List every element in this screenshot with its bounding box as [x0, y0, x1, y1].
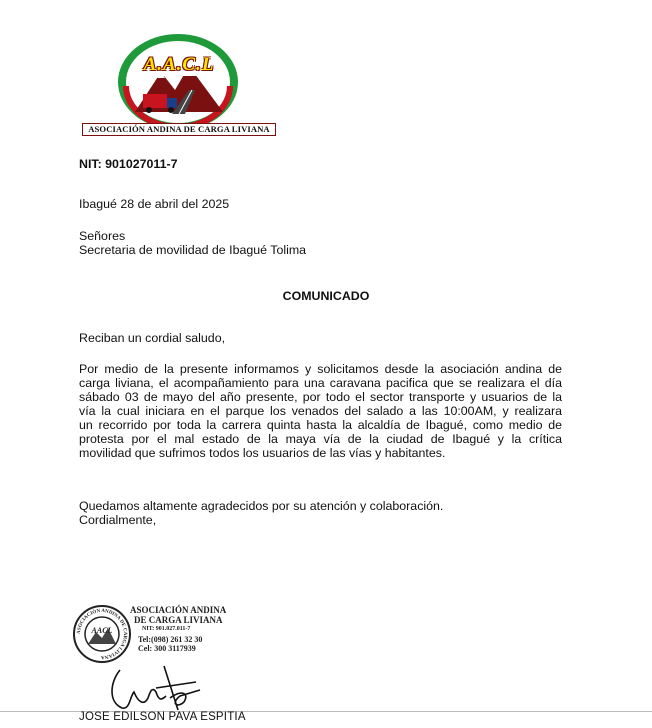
- signer-name: JOSE EDILSON PAVA ESPITIA: [79, 711, 246, 723]
- letterhead-logo: [77, 20, 279, 142]
- stamp-name-line2: DE CARGA LIVIANA: [134, 615, 223, 625]
- stamp-seal-icon: [72, 604, 132, 664]
- stamp-nit: NIT: 901.027.011-7: [142, 626, 191, 632]
- stamp-phone: Tel:(098) 261 32 30: [138, 635, 203, 644]
- logo-org-name: ASOCIACIÓN ANDINA DE CARGA LIVIANA: [82, 123, 276, 136]
- closing-thanks: Quedamos altamente agradecidos por su atención y colaboración.: [79, 499, 444, 513]
- body-line: Por medio de la presente informamos y solicitamos desde la asociación andina de: [79, 362, 562, 376]
- organization-stamp: [72, 604, 232, 664]
- body-line: movilidad que sufrimos todos los usuarios de las vías y habitantes.: [79, 446, 446, 460]
- logo-acronym: A.A.C.L: [143, 54, 215, 75]
- greeting: Reciban un cordial saludo,: [79, 331, 226, 345]
- stamp-name-line1: ASOCIACIÓN ANDINA: [130, 605, 227, 615]
- letter-date: Ibagué 28 de abril del 2025: [79, 197, 230, 211]
- body-line: sábado 03 de mayo del año presente, por todo el sector transporte y usuarios de la: [79, 390, 562, 404]
- stamp-cell: Cel: 300 3117939: [138, 644, 196, 653]
- handwritten-signature-icon: [100, 662, 210, 714]
- body-line: vía la cual iniciara en el parque los venados del salado a las 10:00AM, y realizara: [79, 404, 562, 418]
- body-line: un recorrido por toda la carrera quinta hasta la alcaldía de Ibagué, como medio de: [79, 418, 562, 432]
- body-line: carga liviana, el acompañamiento para una caravana pacifica que se realizara el día: [79, 376, 562, 390]
- closing-regards: Cordialmente,: [79, 513, 157, 527]
- stamp-center-text: AACL: [91, 626, 113, 635]
- body-line: protesta por el mal estado de la maya vía de la ciudad de Ibagué y la crítica: [79, 432, 562, 446]
- body-paragraph: [79, 362, 562, 460]
- stamp-ring-text: ASOCIACIÓN ANDINA DE CARGA LIVIANA: [76, 608, 128, 660]
- recipient-name: Secretaria de movilidad de Ibagué Tolima: [79, 243, 307, 257]
- recipient-salutation: Señores: [79, 229, 126, 243]
- letter-title: COMUNICADO: [282, 289, 370, 303]
- nit-number: NIT: 901027011-7: [79, 157, 178, 171]
